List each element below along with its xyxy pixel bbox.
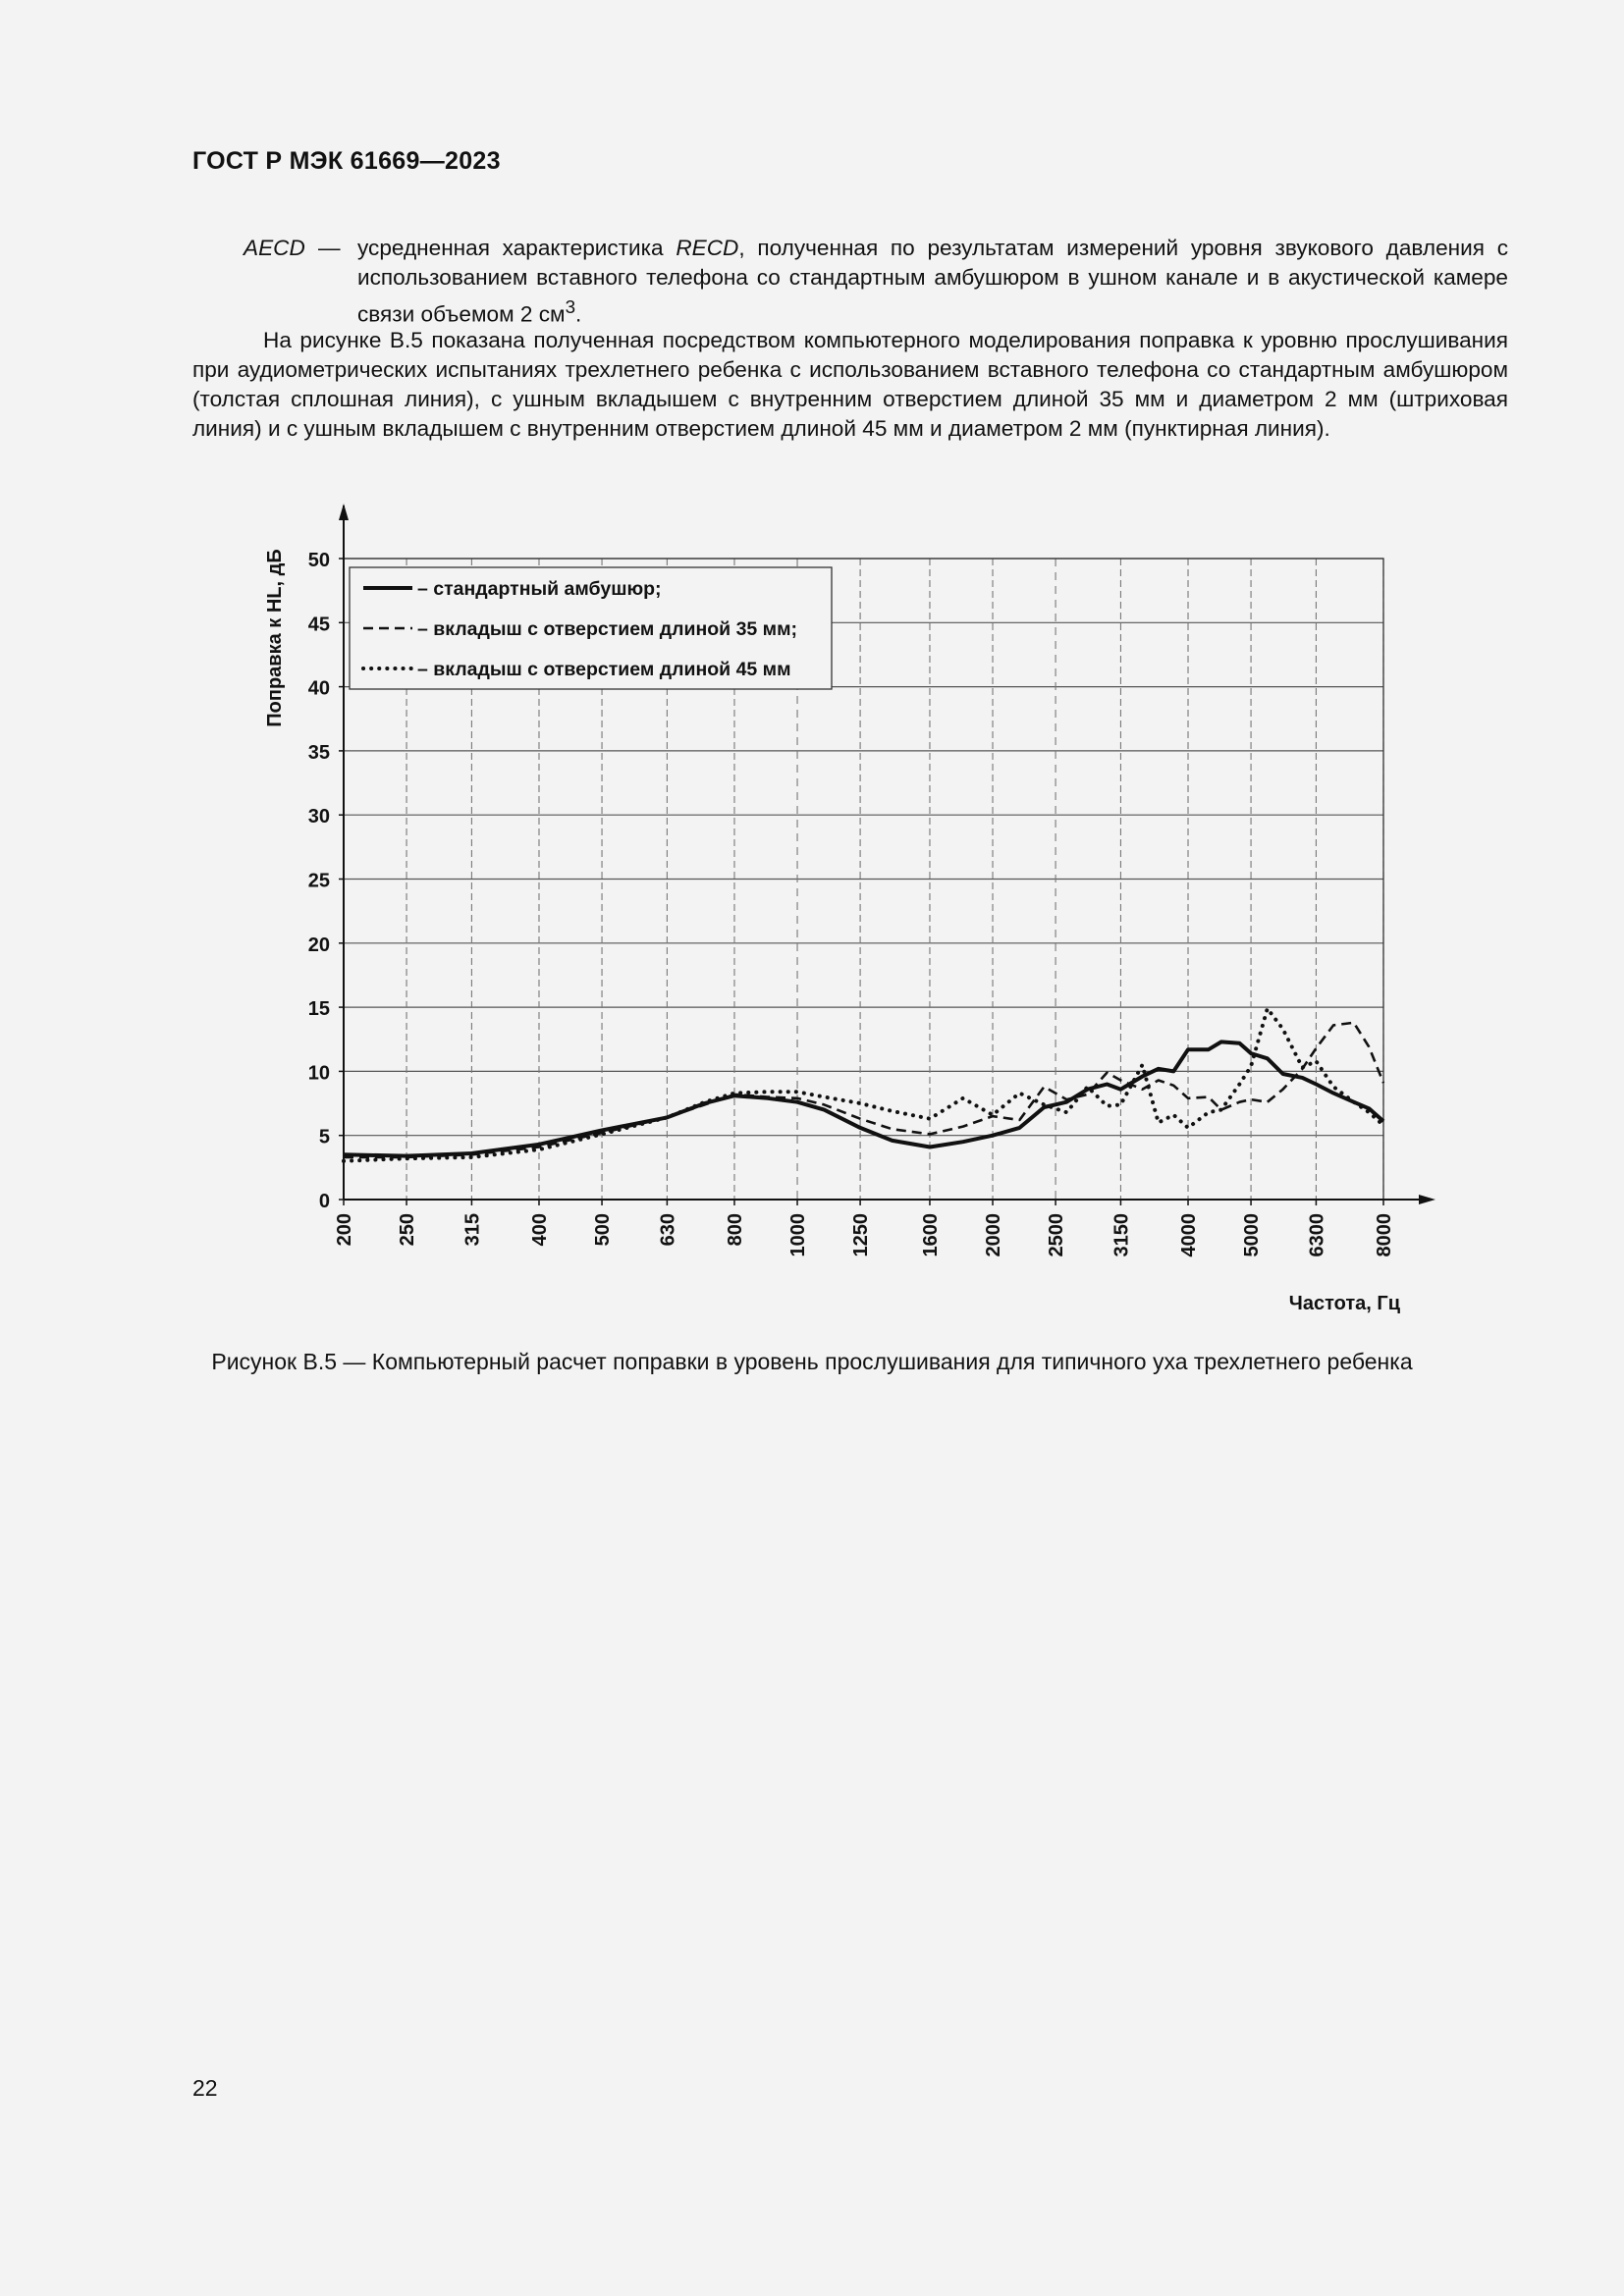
- y-tick-label: 50: [307, 550, 330, 571]
- x-tick-label: 200: [334, 1213, 355, 1247]
- definition-term: AECD: [244, 236, 305, 260]
- legend-label: – вкладыш с отверстием длиной 35 мм;: [417, 618, 798, 640]
- y-tick-label: 30: [307, 806, 330, 828]
- superscript: 3: [565, 296, 576, 317]
- x-tick-label: 2500: [1046, 1213, 1068, 1257]
- legend-label: – вкладыш с отверстием длиной 45 мм: [417, 659, 791, 680]
- document-header: ГОСТ Р МЭК 61669—2023: [192, 147, 501, 175]
- x-tick-label: 1250: [850, 1213, 873, 1257]
- y-tick-label: 5: [318, 1126, 330, 1148]
- y-tick-label: 0: [318, 1191, 330, 1212]
- x-tick-label: 400: [528, 1213, 551, 1247]
- y-tick-label: 25: [307, 870, 330, 892]
- y-tick-label: 40: [307, 677, 330, 700]
- definition-text-part: , полученная по результатам измерений уровня звукового давления с использованием вставного телефона со стандартным амбушюром в ушном канале и в акустической камере связи объемом 2 см: [357, 236, 1508, 327]
- page-number: 22: [192, 2075, 218, 2101]
- y-tick-label: 15: [307, 998, 330, 1021]
- x-tick-label: 6300: [1306, 1213, 1328, 1257]
- series-line-dotted: [344, 1008, 1383, 1160]
- x-tick-label: 500: [592, 1213, 615, 1247]
- definition-text-part: усредненная характеристика: [357, 236, 677, 260]
- x-axis-arrow: [1419, 1195, 1435, 1204]
- x-tick-label: 250: [397, 1213, 419, 1247]
- definition-text-end: .: [575, 301, 582, 327]
- series-line-solid: [344, 1041, 1383, 1155]
- x-tick-label: 800: [724, 1213, 746, 1247]
- x-tick-label: 3150: [1110, 1213, 1133, 1257]
- x-tick-label: 5000: [1241, 1213, 1264, 1257]
- x-tick-label: 4000: [1178, 1213, 1201, 1257]
- x-tick-label: 1600: [919, 1213, 942, 1257]
- y-tick-label: 45: [307, 614, 330, 636]
- x-axis-title: Частота, Гц: [1288, 1293, 1400, 1314]
- legend-label: – стандартный амбушюр;: [417, 578, 662, 600]
- x-tick-label: 1000: [787, 1213, 810, 1257]
- y-tick-label: 10: [307, 1062, 330, 1085]
- x-tick-label: 2000: [983, 1213, 1005, 1257]
- y-axis-arrow: [339, 504, 349, 520]
- figure-caption: Рисунок В.5 — Компьютерный расчет поправки в уровень прослушивания для типичного уха трехлетнего ребенка: [211, 1349, 1413, 1374]
- body-paragraph: На рисунке В.5 показана полученная посредством компьютерного моделирования поправка к уровню прослушивания при аудиометрических испытаниях трехлетнего ребенка с использованием вставного телефона со стандартным амбушюром (толстая сплошная линия), с ушным вкладышем с внутренним отверстием длиной 35 мм и диаметром 2 мм (штриховая линия) и с ушным вкладышем с внутренним отверстием длиной 45 мм и диаметром 2 мм (пунктирная линия).: [192, 328, 1508, 441]
- definition-italic-term: RECD: [676, 236, 739, 260]
- y-axis-title: Поправка к HL, дБ: [264, 549, 286, 727]
- x-tick-label: 315: [461, 1213, 484, 1247]
- y-tick-label: 20: [307, 934, 330, 956]
- x-tick-label: 630: [657, 1213, 679, 1247]
- x-tick-label: 8000: [1374, 1213, 1395, 1257]
- definition-dash: —: [318, 236, 341, 260]
- y-tick-label: 35: [307, 741, 330, 764]
